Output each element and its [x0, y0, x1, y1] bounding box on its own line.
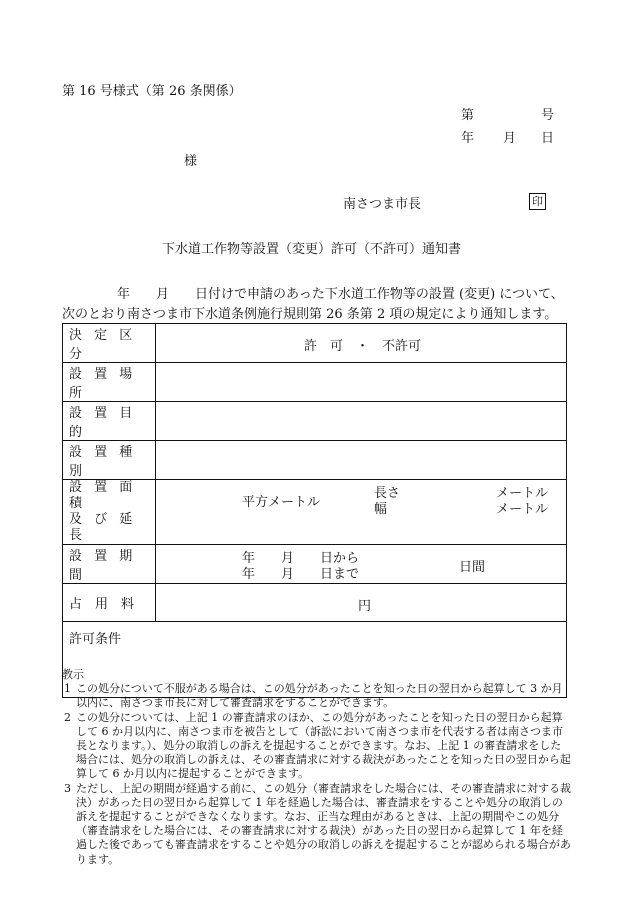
document-title: 下水道工作物等設置（変更）許可（不許可）通知書 [162, 242, 462, 257]
note-number: 2 [64, 710, 71, 724]
note-item [62, 782, 572, 867]
length-unit: メートル [496, 486, 549, 501]
seal-box: 印 [529, 193, 546, 210]
fee-label: 占 用 料 [63, 584, 156, 622]
note-item [62, 711, 572, 782]
decision-value-cell [156, 324, 567, 363]
type-label: 設 置 種 別 [63, 441, 156, 480]
conditions-label: 許可条件 [69, 632, 122, 647]
date-day: 日 [541, 131, 555, 146]
permit-form-table [62, 323, 567, 698]
fee-value-cell [156, 584, 567, 622]
area-label-line-1: 設 置 面 積 [69, 480, 137, 511]
row-fee [63, 584, 567, 622]
period-days: 日間 [459, 560, 486, 575]
decision-value: 許 可 ・ 不許可 [304, 339, 422, 354]
notes-section [62, 668, 572, 867]
issuer-name: 南さつま市長 [343, 197, 422, 212]
width-label: 幅 [374, 502, 388, 517]
area-label-line-2: 及 び 延 長 [69, 512, 137, 543]
form-number: 第 16 号様式（第 26 条関係） [62, 84, 242, 99]
row-location [63, 363, 567, 402]
area-value-cell [156, 480, 567, 545]
decision-label: 決 定 区 分 [63, 324, 156, 363]
area-unit: 平方メートル [242, 495, 321, 510]
note-text: この処分について不服がある場合は、この処分があったことを知った日の翌日から起算して 3 か月以内に、南さつま市長に対して審査請求をすることができます。 [76, 682, 563, 710]
note-number: 1 [64, 682, 71, 696]
width-unit: メートル [496, 502, 549, 517]
location-label: 設 置 場 所 [63, 363, 156, 402]
notes-heading: 教示 [62, 668, 84, 681]
note-text: ただし、上記の期間が経過する前に、この処分（審査請求をした場合には、その審査請求に対する裁決）があった日の翌日から起算して 1 年を経過した場合は、審査請求をすることや処分の取消しの訴えを提起することができなくなります。なお、正当な理由があるときは、上記の期間やこの処分（審査請求をした場合には、その審査請求に対する裁決）があった日の翌日から起算して 1 年を経過した後であっても審査請求をすることや処分の取消しの訴えを提起することが認められる場合があります。 [76, 781, 571, 866]
row-purpose [63, 402, 567, 441]
number-suffix: 号 [541, 108, 555, 123]
location-value-cell [156, 363, 567, 402]
period-from: 年 月 日から [242, 551, 360, 566]
date-year: 年 [461, 131, 475, 146]
addressee-honorific: 様 [184, 154, 198, 169]
period-to: 年 月 日まで [242, 567, 360, 582]
row-type [63, 441, 567, 480]
fee-unit: 円 [358, 599, 372, 614]
intro-line-2: 次のとおり南さつま市下水道条例施行規則第 26 条第 2 項の規定により通知します。 [62, 307, 558, 322]
intro-line-1: 年 月 日付けで申請のあった下水道工作物等の設置 (変更) について、 [117, 287, 564, 302]
purpose-label: 設 置 目 的 [63, 402, 156, 441]
period-label: 設 置 期 間 [63, 545, 156, 584]
note-number: 3 [64, 781, 71, 795]
type-value-cell [156, 441, 567, 480]
purpose-value-cell [156, 402, 567, 441]
row-period [63, 545, 567, 584]
note-text: この処分については、上記 1 の審査請求のほか、この処分があったことを知った日の翌日から起算して 6 か月以内に、南さつま市を被告として（訴訟において南さつま市を代表する者は南さつま市長となります。）、処分の取消しの訴えを提起することができます。なお、上記 1 の審査請求をした場合には、処分の取消しの訴えは、その審査請求に対する裁決があったことを知った日の翌日から起算して 6 か月以内に提起することができます。 [76, 710, 571, 781]
length-label: 長さ [374, 486, 401, 501]
note-item [62, 682, 572, 710]
number-prefix: 第 [461, 108, 475, 123]
date-month: 月 [503, 131, 517, 146]
row-area [63, 480, 567, 545]
row-decision [63, 324, 567, 363]
area-label [63, 480, 156, 545]
period-value-cell [156, 545, 567, 584]
